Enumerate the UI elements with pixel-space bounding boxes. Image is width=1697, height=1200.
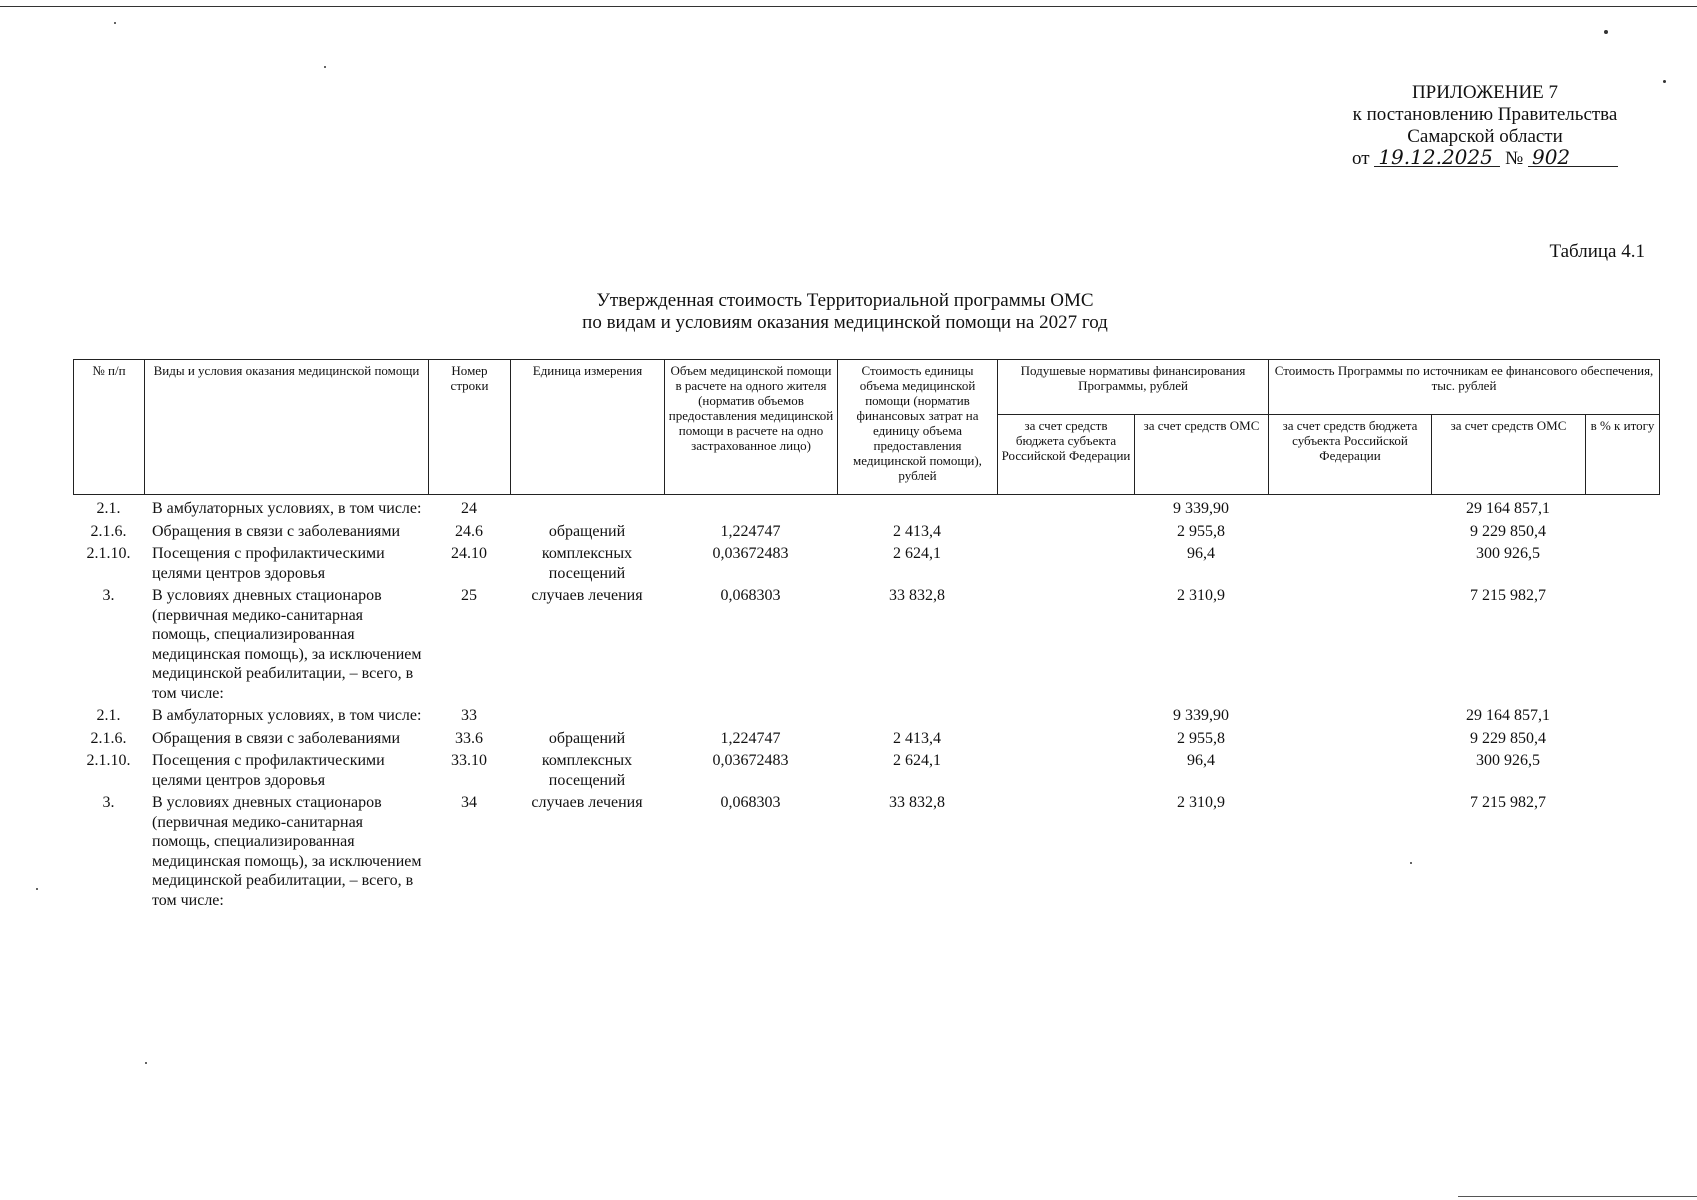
scan-speck: [36, 888, 38, 890]
cell-pr-oms: 9 229 850,4: [1470, 522, 1546, 540]
cell-num: 2.1.10.: [86, 545, 131, 562]
cell-pc-budget: [997, 791, 1134, 911]
cell-volume: 1,224747: [720, 522, 781, 540]
cell-pr-pct: [1585, 704, 1659, 727]
cell-pr-budget: [1268, 791, 1431, 911]
document-title: [500, 290, 1190, 334]
cell-row: 25: [461, 587, 477, 604]
table-row: [73, 542, 1659, 584]
table-row: [73, 791, 1659, 911]
cell-cost: 2 624,1: [893, 545, 941, 562]
cell-name: Обращения в связи с заболеваниями: [152, 522, 401, 540]
cell-num: 2.1.: [96, 500, 121, 517]
header-subcell: за счет средств бюджета субъекта Российской Федерации: [998, 415, 1135, 495]
cell-pc-budget: [997, 727, 1134, 750]
cell-volume: 0,068303: [720, 587, 781, 604]
header-group-cell: Подушевые нормативы финансирования Программы, рублей: [998, 360, 1269, 415]
cell-pr-pct: [1585, 584, 1659, 704]
cell-pc-budget: [997, 520, 1134, 543]
cell-row: 33.6: [455, 729, 483, 747]
cell-num: 3.: [102, 587, 115, 604]
cell-pr-pct: [1585, 520, 1659, 543]
cell-num: 3.: [102, 794, 115, 811]
table-row: [73, 727, 1659, 750]
header-cell: Объем медицинской помощи в расчете на одного жителя (норматив объемов предоставления медицинской помощи в расчете на одно застрахованное лицо): [665, 360, 838, 495]
appendix-line: к постановлению Правительства: [1352, 104, 1618, 125]
table-header: [73, 359, 1660, 495]
cell-pc-oms: 2 310,9: [1177, 587, 1225, 604]
cell-pc-oms: 2 310,9: [1177, 794, 1225, 811]
header-cell: Единица измерения: [511, 360, 665, 495]
appendix-block: [1295, 82, 1675, 170]
cell-pr-oms: 9 229 850,4: [1470, 729, 1546, 747]
cell-pr-oms: 7 215 982,7: [1470, 794, 1546, 811]
cell-num: 2.1.: [96, 707, 121, 724]
cell-pr-pct: [1585, 497, 1659, 520]
scan-edge-bottom: [1458, 1196, 1697, 1197]
scan-speck: [324, 66, 326, 68]
cell-name: В амбулаторных условиях, в том числе:: [152, 500, 422, 517]
cell-pc-budget: [997, 584, 1134, 704]
cell-pc-oms: 96,4: [1187, 752, 1215, 769]
cell-unit: комплексных посещений: [541, 752, 633, 789]
cell-pc-budget: [997, 542, 1134, 584]
table-row: [73, 584, 1659, 704]
header-subcell: за счет средств ОМС: [1432, 415, 1586, 495]
cell-pc-oms: 9 339,90: [1173, 707, 1229, 724]
cell-unit: обращений: [548, 522, 626, 540]
scan-speck: [114, 22, 116, 24]
header-group-cell: Стоимость Программы по источникам ее финансового обеспечения, тыс. рублей: [1269, 360, 1660, 415]
cell-pr-pct: [1585, 791, 1659, 911]
cell-cost: 2 413,4: [893, 729, 941, 747]
cell-pr-oms: 300 926,5: [1476, 545, 1540, 562]
cell-pr-oms: 7 215 982,7: [1470, 587, 1546, 604]
cell-cost: 33 832,8: [889, 587, 945, 604]
cell-volume: 0,068303: [720, 794, 781, 811]
cell-name: В условиях дневных стационаров (первичная медико-санитарная помощь, специализированная медицинская помощь), за исключением медицинской реабилитации, – всего, в том числе:: [152, 587, 422, 702]
cell-pc-budget: [997, 497, 1134, 520]
cell-pr-oms: 29 164 857,1: [1466, 707, 1550, 724]
cell-cost: 33 832,8: [889, 794, 945, 811]
cell-unit: случаев лечения: [531, 794, 643, 811]
cell-pc-oms: 9 339,90: [1173, 500, 1229, 517]
cell-pr-pct: [1585, 727, 1659, 750]
header-cell: Номер строки: [429, 360, 511, 495]
cell-cost: [837, 704, 997, 727]
cell-name: В амбулаторных условиях, в том числе:: [152, 707, 422, 724]
scan-speck: [145, 1062, 147, 1064]
header-subcell: за счет средств ОМС: [1135, 415, 1269, 495]
handwritten-date: 19.12.2025: [1374, 148, 1500, 167]
scan-edge-top: [0, 6, 1697, 7]
cell-pr-budget: [1268, 584, 1431, 704]
header-subcell: за счет средств бюджета субъекта Российской Федерации: [1269, 415, 1432, 495]
cell-pr-pct: [1585, 749, 1659, 791]
cell-row: 33.10: [451, 752, 487, 769]
cell-name: Посещения с профилактическими целями центров здоровья: [152, 752, 385, 789]
cell-pr-oms: 300 926,5: [1476, 752, 1540, 769]
cell-cost: [837, 497, 997, 520]
cell-num: 2.1.6.: [90, 729, 127, 747]
scan-speck: [1604, 30, 1608, 34]
cell-pc-oms: 2 955,8: [1177, 522, 1225, 540]
cell-unit: [510, 497, 664, 520]
cell-volume: [664, 497, 837, 520]
cell-pr-budget: [1268, 542, 1431, 584]
cell-pr-oms: 29 164 857,1: [1466, 500, 1550, 517]
cell-cost: 2 413,4: [893, 522, 941, 540]
cell-name: Посещения с профилактическими целями центров здоровья: [152, 545, 385, 582]
table-label: Таблица 4.1: [1549, 241, 1645, 262]
appendix-date-line: [1295, 145, 1675, 170]
cell-pc-oms: 2 955,8: [1177, 729, 1225, 747]
cell-pc-budget: [997, 749, 1134, 791]
cell-num: 2.1.6.: [90, 522, 127, 540]
cell-pc-budget: [997, 704, 1134, 727]
date-prefix: от: [1352, 148, 1370, 169]
appendix-title: ПРИЛОЖЕНИЕ 7: [1411, 82, 1559, 103]
number-prefix: №: [1505, 148, 1524, 169]
cell-name: В условиях дневных стационаров (первичная медико-санитарная помощь, специализированная медицинская помощь), за исключением медицинской реабилитации, – всего, в том числе:: [152, 794, 422, 909]
cell-pr-budget: [1268, 497, 1431, 520]
cell-pr-budget: [1268, 727, 1431, 750]
cell-num: 2.1.10.: [86, 752, 131, 769]
table-body: [73, 497, 1659, 911]
cell-row: 33: [461, 707, 477, 724]
appendix-line: Самарской области: [1407, 126, 1563, 147]
cell-pr-pct: [1585, 542, 1659, 584]
cell-cost: 2 624,1: [893, 752, 941, 769]
cell-row: 24.6: [455, 522, 483, 540]
cell-pr-budget: [1268, 749, 1431, 791]
cell-volume: 0,03672483: [712, 752, 789, 769]
cell-volume: 1,224747: [720, 729, 781, 747]
cell-pr-budget: [1268, 520, 1431, 543]
cell-name: Обращения в связи с заболеваниями: [152, 729, 401, 747]
cell-volume: [664, 704, 837, 727]
handwritten-number: 902: [1528, 148, 1618, 167]
cell-row: 34: [461, 794, 477, 811]
cell-pr-budget: [1268, 704, 1431, 727]
header-subcell: в % к итогу: [1586, 415, 1660, 495]
header-cell: Стоимость единицы объема медицинской помощи (норматив финансовых затрат на единицу объема предоставления медицинской помощи), рублей: [838, 360, 998, 495]
cell-row: 24: [461, 500, 477, 517]
cell-unit: комплексных посещений: [541, 545, 633, 582]
table-row: [73, 704, 1659, 727]
header-cell: Виды и условия оказания медицинской помощи: [145, 360, 429, 495]
title-line: по видам и условиям оказания медицинской помощи на 2027 год: [582, 312, 1108, 333]
table-row: [73, 749, 1659, 791]
cell-row: 24.10: [451, 545, 487, 562]
cell-volume: 0,03672483: [712, 545, 789, 562]
header-cell: № п/п: [74, 360, 145, 495]
table-row: [73, 520, 1659, 543]
cell-unit: случаев лечения: [531, 587, 643, 604]
cell-unit: обращений: [548, 729, 626, 747]
cell-unit: [510, 704, 664, 727]
cell-pc-oms: 96,4: [1187, 545, 1215, 562]
title-line: Утвержденная стоимость Территориальной программы ОМС: [596, 290, 1094, 311]
table-row: [73, 497, 1659, 520]
